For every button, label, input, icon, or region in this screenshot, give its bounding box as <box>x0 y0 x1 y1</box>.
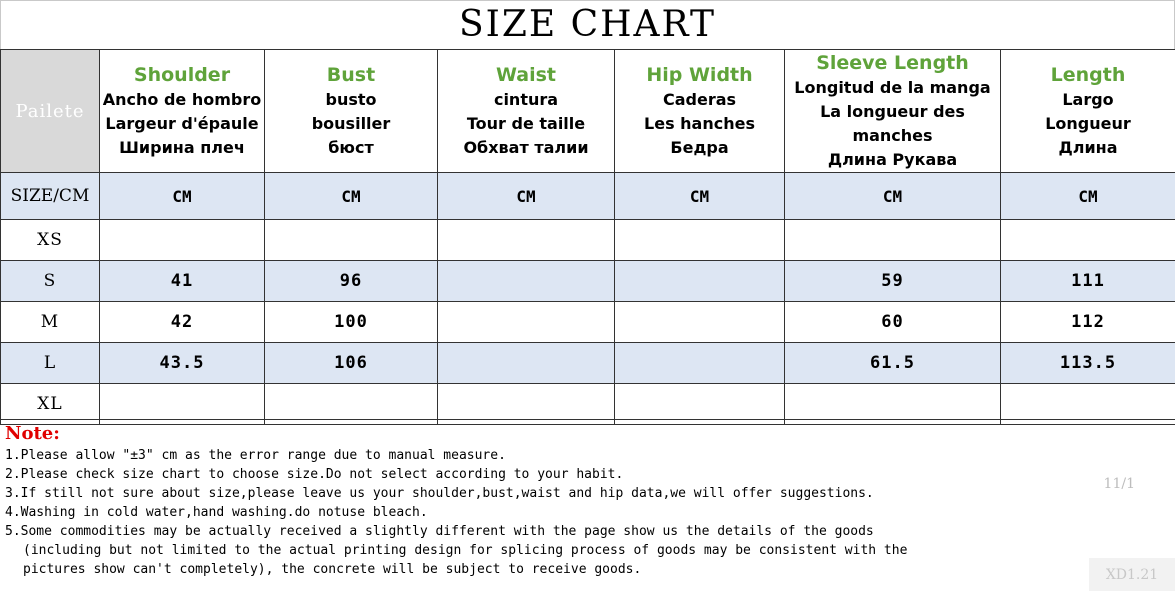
table-row <box>1 261 1175 302</box>
corner-cell <box>1 50 100 173</box>
table-cell <box>785 220 1001 261</box>
column-russian: Длина Рукава <box>827 150 958 169</box>
size-label: XL <box>1 384 100 425</box>
size-label: L <box>1 343 100 384</box>
column-french: bousiller <box>311 114 391 133</box>
page-number: 11/1 <box>1103 476 1135 492</box>
column-header-bust <box>265 50 438 173</box>
notes-title: Note: <box>5 423 60 444</box>
note-line: 1.Please allow "±3" cm as the error range due to manual measure. <box>5 448 506 463</box>
column-title: Shoulder <box>133 64 231 86</box>
table-cell: 61.5 <box>785 343 1001 384</box>
table-cell <box>100 220 265 261</box>
column-russian: Длина <box>1058 138 1118 157</box>
table-row <box>1 302 1175 343</box>
column-title: Hip Width <box>646 64 753 86</box>
table-cell <box>615 343 785 384</box>
table-row <box>1 220 1175 261</box>
column-spanish: Caderas <box>662 90 737 109</box>
column-spanish: Ancho de hombro <box>102 90 262 109</box>
table-cell <box>438 302 615 343</box>
table-cell: 41 <box>100 261 265 302</box>
table-row <box>1 343 1175 384</box>
table-cell: 113.5 <box>1001 343 1175 384</box>
unit-cell: CM <box>615 173 785 220</box>
column-spanish: cintura <box>493 90 559 109</box>
column-header-hip-width <box>615 50 785 173</box>
header-row <box>1 50 1175 173</box>
product-code: XD1.21 <box>1089 558 1175 591</box>
unit-cell: CM <box>1001 173 1175 220</box>
column-title: Length <box>1050 64 1126 86</box>
size-label: XS <box>1 220 100 261</box>
table-cell: 100 <box>265 302 438 343</box>
note-line: (including but not limited to the actual printing design for splicing process of goods may be consistent with the <box>23 543 908 558</box>
table-cell: 59 <box>785 261 1001 302</box>
size-chart-table <box>0 49 1175 425</box>
table-cell <box>438 261 615 302</box>
column-russian: Бедра <box>670 138 729 157</box>
column-title: Bust <box>326 64 376 86</box>
unit-cell: CM <box>438 173 615 220</box>
table-cell <box>615 220 785 261</box>
notes-section <box>0 419 1175 591</box>
column-header-sleeve-length <box>785 50 1001 173</box>
column-french: Longueur <box>1045 114 1131 133</box>
column-title: Sleeve Length <box>816 52 969 74</box>
table-cell: 60 <box>785 302 1001 343</box>
table-cell <box>615 261 785 302</box>
column-header-waist <box>438 50 615 173</box>
column-header-length <box>1001 50 1175 173</box>
column-spanish: busto <box>325 90 377 109</box>
note-line: 3.If still not sure about size,please leave us your shoulder,bust,waist and hip data,we will offer suggestions. <box>5 486 874 501</box>
title-bar <box>0 0 1175 49</box>
column-header-shoulder <box>100 50 265 173</box>
table-cell: 111 <box>1001 261 1175 302</box>
note-line: pictures show can't completely), the concrete will be subject to receive goods. <box>23 562 642 577</box>
note-line: 2.Please check size chart to choose size.Do not select according to your habit. <box>5 467 624 482</box>
table-cell: 112 <box>1001 302 1175 343</box>
column-spanish: Largo <box>1062 90 1114 109</box>
table-cell <box>265 220 438 261</box>
table-cell <box>1001 220 1175 261</box>
note-line: 4.Washing in cold water,hand washing.do notuse bleach. <box>5 505 428 520</box>
unit-cell: CM <box>265 173 438 220</box>
table-cell <box>438 343 615 384</box>
size-unit-label: SIZE/CM <box>1 173 100 220</box>
column-russian: Обхват талии <box>463 138 589 157</box>
table-cell: 43.5 <box>100 343 265 384</box>
table-cell: 106 <box>265 343 438 384</box>
column-russian: бюст <box>328 138 374 157</box>
column-french: Les hanches <box>644 114 755 133</box>
table-cell <box>438 220 615 261</box>
size-label: M <box>1 302 100 343</box>
size-label: S <box>1 261 100 302</box>
page-title: SIZE CHART <box>458 4 717 45</box>
table-cell: 42 <box>100 302 265 343</box>
note-line: 5.Some commodities may be actually received a slightly different with the page show us the details of the goods <box>5 524 874 539</box>
unit-row <box>1 173 1175 220</box>
column-russian: Ширина плеч <box>119 138 245 157</box>
unit-cell: CM <box>100 173 265 220</box>
column-french: La longueur des manches <box>820 102 965 145</box>
unit-cell: CM <box>785 173 1001 220</box>
column-title: Waist <box>495 64 556 86</box>
table-cell <box>615 302 785 343</box>
column-spanish: Longitud de la manga <box>794 78 991 97</box>
column-french: Tour de taille <box>466 114 586 133</box>
table-cell: 96 <box>265 261 438 302</box>
watermark-text: Pailete <box>15 100 85 122</box>
column-french: Largeur d'épaule <box>105 114 259 133</box>
